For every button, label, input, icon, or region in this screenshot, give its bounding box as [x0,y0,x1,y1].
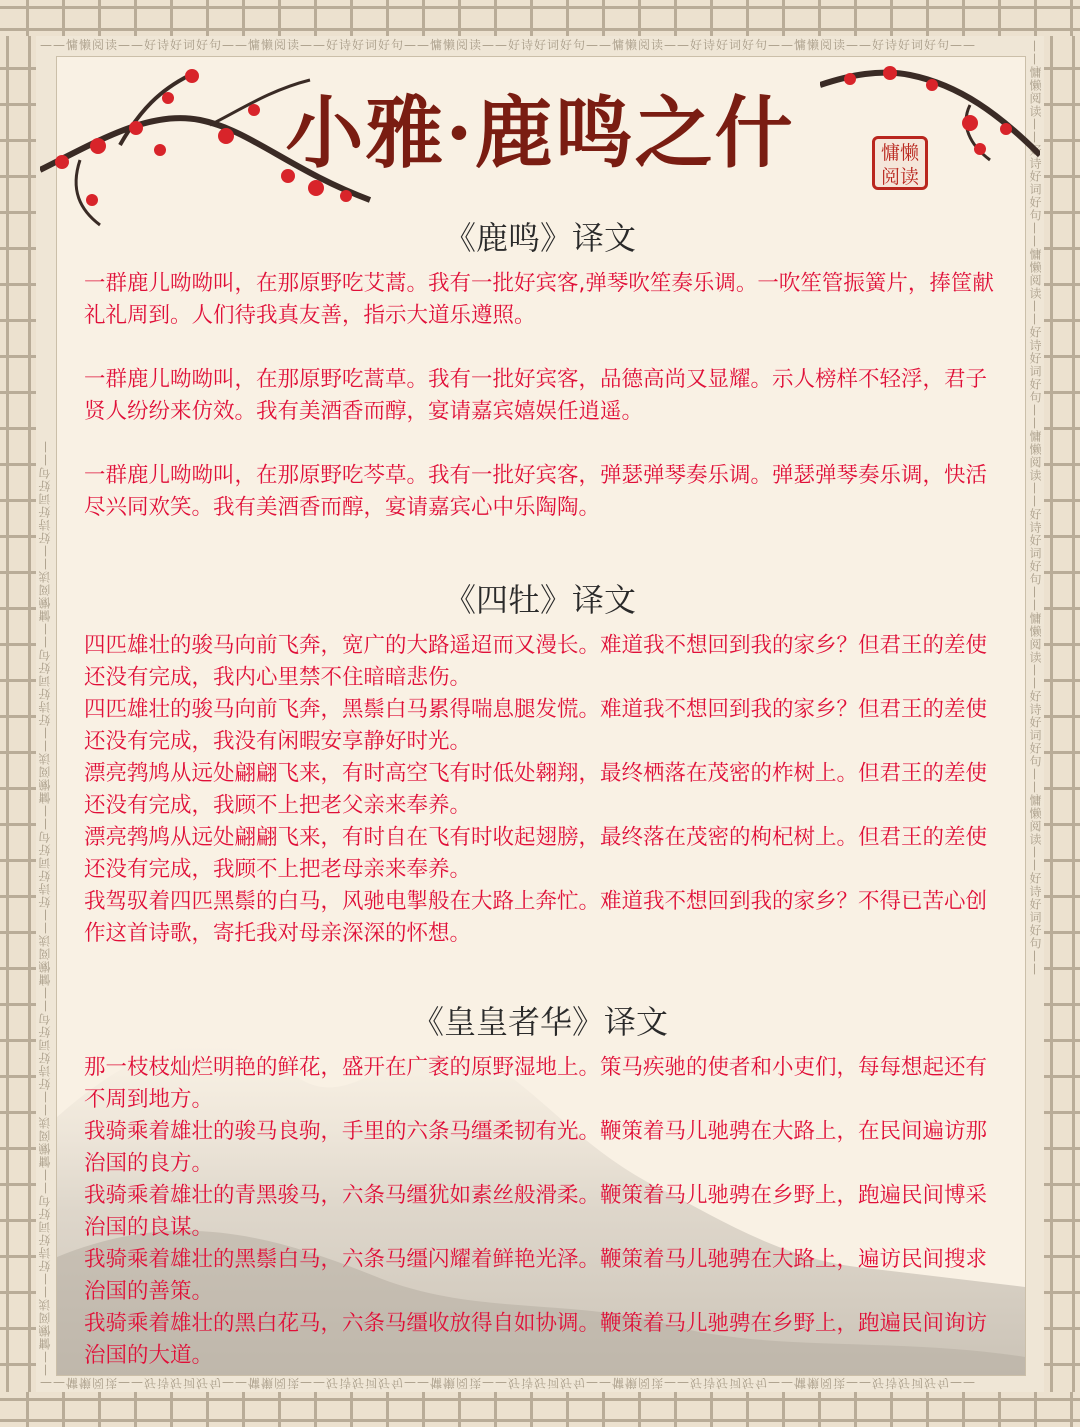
paragraph: 我骑乘着雄壮的青黑骏马，六条马缰犹如素丝般滑柔。鞭策着马儿驰骋在乡野上，跑遍民间博采治国的良谋。 [84,1183,988,1240]
section-title-luming: 《鹿鸣》译文 [443,219,636,257]
section-title-simu: 《四牡》译文 [443,581,636,619]
section-body-luming [84,268,1002,524]
paragraph: 一群鹿儿呦呦叫，在那原野吃芩草。我有一批好宾客，弹瑟弹琴奏乐调。弹瑟弹琴奏乐调，快活尽兴同欢笑。我有美酒香而醇，宴请嘉宾心中乐陶陶。 [84,463,988,520]
paragraph: 四匹雄壮的骏马向前飞奔，黑鬃白马累得喘息腿发慌。难道我不想回到我的家乡？但君王的差使还没有完成，我没有闲暇安享静好时光。 [84,697,988,754]
paragraph: 我驾驭着四匹黑鬃的白马，风驰电掣般在大路上奔忙。难道我不想回到我的家乡？不得已苦心创作这首诗歌，寄托我对母亲深深的怀想。 [84,889,988,946]
watermark-bottom: ——慵懒阅读——好诗好词好句——慵懒阅读——好诗好词好句——慵懒阅读——好诗好词好句——慵懒阅读——好诗好词好句——慵懒阅读——好诗好词好句—— [40,1376,977,1390]
paragraph: 一群鹿儿呦呦叫，在那原野吃艾蒿。我有一批好宾客,弹琴吹笙奏乐调。一吹笙管振簧片，捧筐献礼礼周到。人们待我真友善，指示大道乐遵照。 [84,271,994,328]
paragraph: 那一枝枝灿烂明艳的鲜花，盛开在广袤的原野湿地上。策马疾驰的使者和小吏们，每每想起还有不周到地方。 [84,1055,988,1112]
paragraph: 漂亮鹁鸠从远处翩翩飞来，有时自在飞有时收起翅膀，最终落在茂密的枸杞树上。但君王的差使还没有完成，我顾不上把老母亲来奉养。 [84,825,988,882]
section-body-simu [84,630,1002,950]
paragraph: 四匹雄壮的骏马向前飞奔，宽广的大路遥迢而又漫长。难道我不想回到我的家乡？但君王的差使还没有完成，我内心里禁不住暗暗悲伤。 [84,633,988,690]
section-title-huanghuangzhehua: 《皇皇者华》译文 [411,1003,668,1041]
section-body-huanghuangzhehua [84,1052,1002,1372]
border-bottom [0,1392,1080,1427]
watermark-right: ——慵懒阅读——好诗好词好句——慵懒阅读——好诗好词好句——慵懒阅读——好诗好词好句——慵懒阅读——好诗好词好句——慵懒阅读——好诗好词好句—— [1028,40,1042,976]
seal-stamp: 慵懒阅读 [872,136,928,190]
paragraph: 我骑乘着雄壮的骏马良驹，手里的六条马缰柔韧有光。鞭策着马儿驰骋在大路上，在民间遍访那治国的良方。 [84,1119,988,1176]
watermark-left: ——慵懒阅读——好诗好词好句——慵懒阅读——好诗好词好句——慵懒阅读——好诗好词好句——慵懒阅读——好诗好词好句——慵懒阅读——好诗好词好句—— [38,440,52,1376]
paragraph: 我骑乘着雄壮的黑白花马，六条马缰收放得自如协调。鞭策着马儿驰骋在乡野上，跑遍民间询访治国的大道。 [84,1311,988,1368]
paragraph: 漂亮鹁鸠从远处翩翩飞来，有时高空飞有时低处翱翔，最终栖落在茂密的柞树上。但君王的差使还没有完成，我顾不上把老父亲来奉养。 [84,761,988,818]
paragraph: 我骑乘着雄壮的黑鬃白马，六条马缰闪耀着鲜艳光泽。鞭策着马儿驰骋在大路上，遍访民间搜求治国的善策。 [84,1247,988,1304]
paragraph: 一群鹿儿呦呦叫，在那原野吃蒿草。我有一批好宾客，品德高尚又显耀。示人榜样不轻浮，君子贤人纷纷来仿效。我有美酒香而醇，宴请嘉宾嬉娱任逍遥。 [84,367,988,424]
page-title: 小雅·鹿鸣之什 [285,88,795,179]
watermark-top: ——慵懒阅读——好诗好词好句——慵懒阅读——好诗好词好句——慵懒阅读——好诗好词好句——慵懒阅读——好诗好词好句——慵懒阅读——好诗好词好句—— [40,38,977,52]
border-top [0,0,1080,36]
